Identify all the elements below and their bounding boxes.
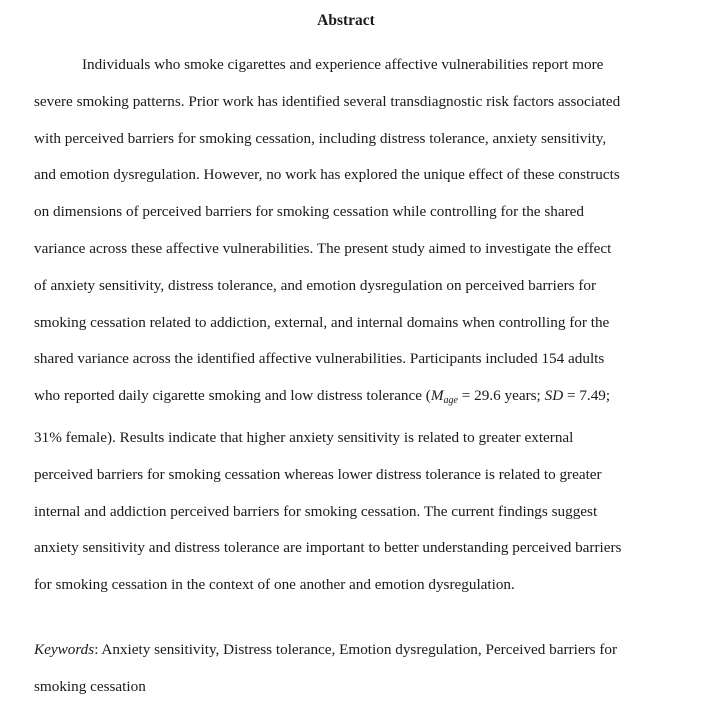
sd-symbol: SD: [544, 387, 564, 405]
abstract-stats-line: [34, 378, 674, 420]
abstract-line: on dimensions of perceived barriers for smoking cessation while controlling for the shared: [34, 203, 584, 221]
abstract-heading: Abstract: [317, 12, 375, 29]
sd-value: = 7.49;: [563, 387, 611, 405]
abstract-line: with perceived barriers for smoking cessation, including distress tolerance, anxiety sensitivity,: [34, 129, 607, 147]
mean-subscript: age: [443, 395, 458, 407]
abstract-body: [34, 47, 674, 604]
abstract-line: and emotion dysregulation. However, no work has explored the unique effect of these constructs: [34, 166, 620, 184]
keywords-list: Anxiety sensitivity, Distress tolerance, Emotion dysregulation, Perceived barriers for: [101, 641, 618, 658]
abstract-line: shared variance across the identified affective vulnerabilities. Participants included 154 adults: [34, 350, 605, 368]
keywords-line-continued: smoking cessation: [34, 677, 146, 695]
keywords-label: Keywords: [34, 641, 95, 658]
abstract-line: internal and addiction perceived barriers for smoking cessation. The current findings suggest: [34, 502, 598, 520]
abstract-line: smoking cessation related to addiction, external, and internal domains when controlling for the: [34, 313, 610, 331]
abstract-line: 31% female). Results indicate that higher anxiety sensitivity is related to greater external: [34, 428, 574, 446]
mean-symbol: M: [430, 387, 444, 405]
mean-value: = 29.6 years;: [457, 387, 545, 405]
abstract-line: variance across these affective vulnerabilities. The present study aimed to investigate the effect: [34, 239, 612, 257]
abstract-line: perceived barriers for smoking cessation whereas lower distress tolerance is related to greater: [34, 465, 602, 483]
keywords-line: [34, 632, 694, 669]
abstract-line: Individuals who smoke cigarettes and experience affective vulnerabilities report more: [82, 56, 604, 73]
stats-prefix: who reported daily cigarette smoking and low distress tolerance (: [34, 387, 431, 405]
abstract-line: for smoking cessation in the context of one another and emotion dysregulation.: [34, 576, 515, 594]
abstract-line: of anxiety sensitivity, distress tolerance, and emotion dysregulation on perceived barriers for: [34, 276, 597, 294]
keywords-separator: :: [94, 641, 102, 658]
keywords-section: [34, 632, 694, 706]
abstract-line: anxiety sensitivity and distress tolerance are important to better understanding perceived barriers: [34, 539, 622, 557]
abstract-line: severe smoking patterns. Prior work has identified several transdiagnostic risk factors associated: [34, 92, 621, 110]
